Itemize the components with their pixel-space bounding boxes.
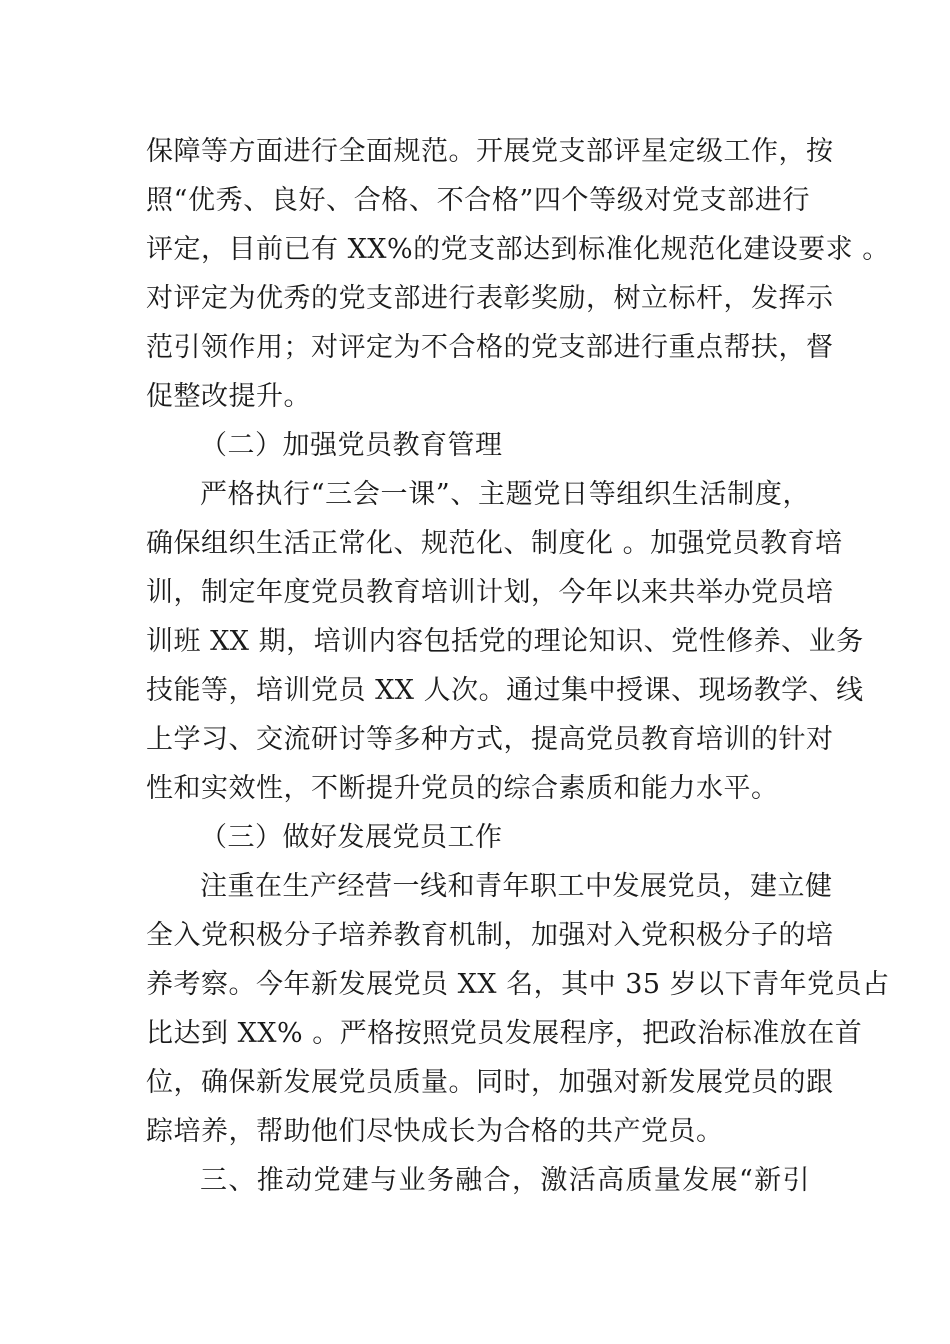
section-heading: （二）加强党员教育管理	[200, 430, 503, 461]
paragraph-line: 技能等，培训党员 XX 人次。通过集中授课、现场教学、线	[146, 675, 864, 706]
paragraph-line: 性和实效性，不断提升党员的综合素质和能力水平。	[146, 773, 779, 804]
paragraph-line: 上学习、交流研讨等多种方式，提高党员教育培训的针对	[146, 724, 834, 755]
paragraph-line: 位，确保新发展党员质量。同时，加强对新发展党员的跟	[146, 1067, 834, 1098]
paragraph-line: 严格执行“三会一课”、主题党日等组织生活制度，	[200, 479, 810, 510]
paragraph-line: 注重在生产经营一线和青年职工中发展党员，建立健	[200, 871, 833, 902]
chapter-heading: 三、推动党建与业务融合，激活高质量发展“新引	[200, 1165, 810, 1196]
paragraph-line: 养考察。今年新发展党员 XX 名，其中 35 岁以下青年党员占	[146, 969, 890, 1000]
paragraph-line: 评定，目前已有 XX%的党支部达到标准化规范化建设要求 。	[146, 234, 890, 265]
paragraph-line: 范引领作用；对评定为不合格的党支部进行重点帮扶，督	[146, 332, 834, 363]
paragraph-line: 对评定为优秀的党支部进行表彰奖励，树立标杆，发挥示	[146, 283, 834, 314]
section-heading: （三）做好发展党员工作	[200, 822, 503, 853]
paragraph-line: 确保组织生活正常化、规范化、制度化 。加强党员教育培	[146, 528, 843, 559]
paragraph-line: 保障等方面进行全面规范。开展党支部评星定级工作，按	[146, 136, 834, 167]
paragraph-line: 训，制定年度党员教育培训计划，今年以来共举办党员培	[146, 577, 834, 608]
paragraph-line: 踪培养，帮助他们尽快成长为合格的共产党员。	[146, 1116, 724, 1147]
paragraph-line: 促整改提升。	[146, 381, 311, 412]
paragraph-line: 训班 XX 期，培训内容包括党的理论知识、党性修养、业务	[146, 626, 864, 657]
paragraph-line: 全入党积极分子培养教育机制，加强对入党积极分子的培	[146, 920, 834, 951]
paragraph-line: 照“优秀、良好、合格、不合格”四个等级对党支部进行	[146, 185, 810, 216]
paragraph-line: 比达到 XX% 。严格按照党员发展程序，把政治标准放在首	[146, 1018, 863, 1049]
